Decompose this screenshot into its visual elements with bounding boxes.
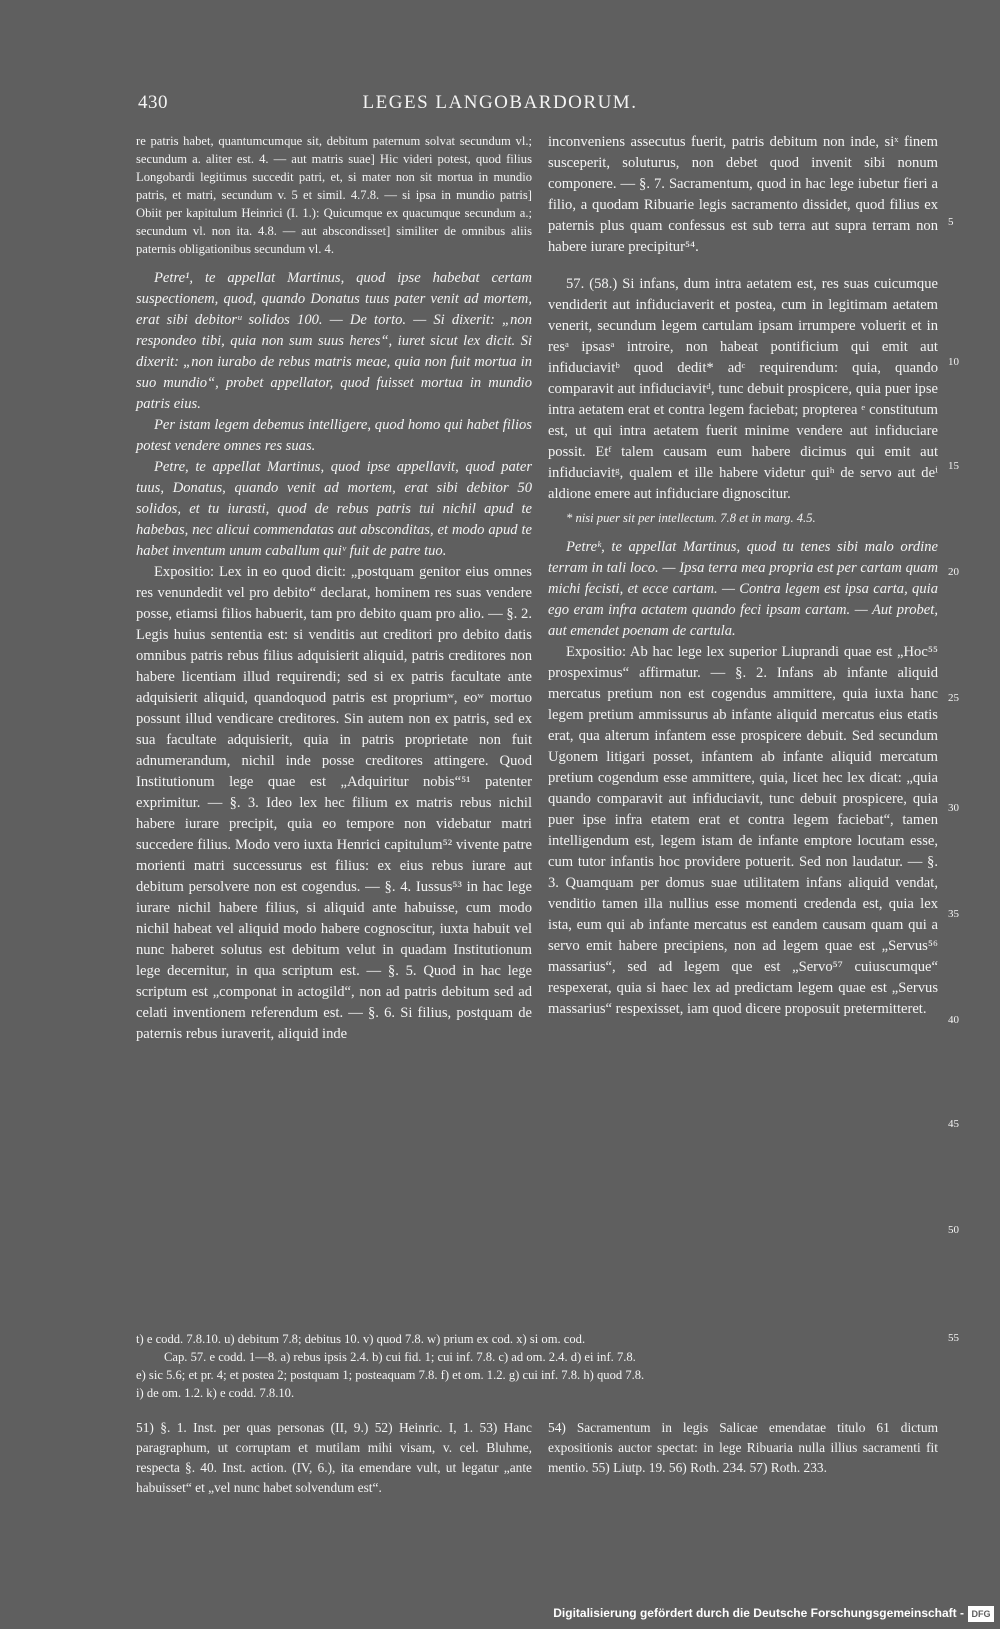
line-number-25: 25 [948,692,959,704]
line-number-10: 10 [948,356,959,368]
page-header [0,92,1000,122]
right-expositio: Expositio: Ab hac lege lex superior Liuprandi quae est „Hoc⁵⁵ prospeximus“ affirmatur. — §. 2. Infans ab infante aliquid mercatus pretium non est cogendus ammittere, quia iuxta hanc legem pretium ammissurus ab infante aliquid mercatus eius etatis erat, qua alterum infantem esse prospicere debuit. Sed secundum Ugonem litigari posset, infantem ab infante aliquid mercatum pretium cogendum esse ammittere, quia, licet hec lex dicat: „quia quando comparavit aut infiduciavit, tunc debuit prospicere, quia puer ipse infra etatem erat et contra legem faciebat“, tamen intelligendum est, legem istam de infante emptore locutam esse, cum tutor infantis hoc providere potuerit. Sed non laudatur. — §. 3. Quamquam per domus suae utilitatem infans aliquid vendat, venditio tamen illa nullius esse momenti credenda est, quia lex ista, eum qui ab infante mercatus est eandem causam quam qui a servo emit habere precipiens, non ad legem quae est „Servus⁵⁶ massarius“, sed ad legem que est „Servo⁵⁷ cuiuscumque“ respexerat, quia si haec lex ad predictam legem quae est „Servus massarius“ respexisset, iam quod dicere proposuit pretermitteret. [548,644,938,1017]
footnotes-54-57: 54) Sacramentum in legis Salicae emendatae titulo 61 dictum expositionis auctor spectat: in lege Ribuaria nulla illius sacramenti fit mentio. 55) Liutp. 19. 56) Roth. 234. 57) Roth. 233. [548,1420,938,1475]
right-formula: Petreᵏ, te appellat Martinus, quod tu tenes sibi malo ordine terram in tali loco. — Ipsa terra mea propria est per cartam quam michi fecisti, et ecce cartam. — Contra legem est ipsa carta, quia ego eram infra actatem quando feci ipsam cartam. — Aut probet, aut emendet poenam de cartula. [548,539,938,639]
right-marginal-note: * nisi puer sit per intellectum. 7.8 et in marg. 4.5. [566,511,816,525]
numbered-footnotes-right [548,1418,938,1478]
line-number-50: 50 [948,1224,959,1236]
apparatus-line-1: t) e codd. 7.8.10. u) debitum 7.8; debitus 10. v) quod 7.8. w) prium ex cod. x) si om. cod. [136,1332,586,1346]
dfg-logo-icon: DFG [968,1606,994,1622]
line-number-35: 35 [948,908,959,920]
line-number-30: 30 [948,802,959,814]
line-number-20: 20 [948,566,959,578]
right-law-57: 57. (58.) Si infans, dum intra aetatem est, res suas cuicumque vendiderit aut infiduciaverit et postea, cum in legitimam aetatem venerit, secundum legem cartulam ipsam irrumpere voluerit et in resᵃ ipsasᵃ introire, non habeat pontificium qui emit aut infiduciavitᵇ quod dedit* adᶜ requirendum: quia, quando comparavit aut infiduciavitᵈ, tunc debuit prospicere, quia puer ipse intra aetatem erat et contra legem faciebat; propterea ᵉ constitutum est, ut qui intra aetatem fuerit minime vendere aut infiduciare possit. Etᶠ talem causam eum habere dicimus qui emit aut infiduciavitᵍ, qualem et ille habere videtur quiʰ de servo aut deⁱ aldione emere aut infiduciare dignoscitur. [548,276,938,502]
left-formula-2: Per istam legem debemus intelligere, quod homo qui habet filios potest vendere omnes res suas. [136,417,532,454]
line-number-45: 45 [948,1118,959,1130]
footnotes-51-53: 51) §. 1. Inst. per quas personas (II, 9.) 52) Heinric. I, 1. 53) Hanc paragraphum, ut corruptam et mutilam mihi visam, v. cel. Bluhme, respecta §. 40. Inst. action. (IV, 6.), ita emendare vult, ut legatur „ante habuisset“ et „vel nunc habet solvendum est“. [136,1420,532,1495]
left-notes: re patris habet, quantumcumque sit, debitum paternum solvat secundum vl.; secundum a. aliter est. 4. — aut matris suae] Hic videri potest, quod filius Longobardi legitimus succedit patri, et, si mater non sit mortua in mundio patris, et matri, secundum v. 5 et simil. 4.7.8. — si ipsa in mundio patris] Obiit per kapitulum Heinrici (I. 1.): Quicumque ex quacumque secundum a.; secundum vl. non ita. 4.8. — aut abscondisset] similiter de omnibus aliis paternis obligationibus secundum vl. 4. [136,134,532,256]
apparatus-line-4: i) de om. 1.2. k) e codd. 7.8.10. [136,1386,295,1400]
funding-credit: Digitalisierung gefördert durch die Deutsche Forschungsgemeinschaft - [553,1606,964,1620]
running-title: LEGES LANGOBARDORUM. [362,92,638,113]
left-formula-3: Petre, te appellat Martinus, quod ipse appellavit, quod pater tuus, Donatus, quando venit ad mortem, erat sibi debitor 50 solidos, et tu iurasti, quod de rebus patris tui nichil apud te habebas, nec alicui commendatas aut absconditas, et modo apud te habet inventum unum caballum quiᵛ fuit de patre tuo. [136,459,532,559]
right-column [548,132,938,1020]
line-number-5: 5 [948,216,954,228]
left-formula-1: Petre¹, te appellat Martinus, quod ipse habebat certam suspectionem, quod, quando Donatus tuus pater venit ad mortem, erat sibi debitorᵘ solidos 100. — De torto. — Si dixerit: „non respondeo tibi, quia non sum suus heres“, iuret sicut lex dicit. Si dixerit: „non iurabo de rebus matris meae, quia non fuit mortua in suo mundio“, probet appellator, quod fuisset mortua in mundio patris eius. [136,270,532,412]
right-continuation: inconveniens assecutus fuerit, patris debitum non inde, siˣ finem susceperit, soluturus, non debet quod invenit sibi nonum componere. — §. 7. Sacramentum, quod in hac lege iubetur fieri a filio, a quodam Ribuarie legis sacramento dissidet, quod filius ex paternis plus quam confessus est sub terra aut supra terram non habere iurare precipitur⁵⁴. [548,134,938,255]
left-expositio: Expositio: Lex in eo quod dicit: „postquam genitor eius omnes res venundedit vel pro debito“ declarat, hominem res suas vendere posse, etiamsi filios habuerit, tam pro debito quam pro alio. — §. 2. Legis huius sententia est: si venditis aut creditori pro debito datis omnibus patris rebus filius adquisierit aliquid, patris creditores non habere licentiam illud requirendi; sed si ex patris facultate ante adquisierit aliquid, quandoquod patris est propriumʷ, eoʷ mortuo possunt illud vendicare creditores. Sin autem non ex patris, sed ex sua facultate adquisierit, quia in patris proprietate non fuit adnumerandum, nichil inde posse creditores attingere. Quod Institutionum lege quae est „Adquiritur nobis“⁵¹ patenter exprimitur. — §. 3. Ideo lex hec filium ex matris rebus nichil habere iurare precipit, quia eo tempore non videbatur matri succedere filius. Modo vero iuxta Henrici capitulum⁵² vivente patre morienti matri successurus est filius: ex eius rebus iurare aut debitum persolvere non est cogendus. — §. 4. Iussus⁵³ in hac lege iurare nichil habere filius, si aliquid ante habuisse, cum modo nichil habeat vel aliquid modo habere cognoscitur, iuxta habuit vel nunc haberet solutus est debitum velut in quadam Institutionum lege decernitur, in qua scriptum est. — §. 5. Quod in hac lege scriptum est „componat in actogild“, non ad patris debitum sed ad celati inventionem referendum est. — §. 6. Si filius, postquam de paternis rebus iuraverit, aliquid inde [136,564,532,1042]
page-number: 430 [138,92,168,113]
apparatus-line-3: e) sic 5.6; et pr. 4; et postea 2; postquam 1; posteaquam 7.8. f) et om. 1.2. g) cui inf. 7.8. h) quod 7.8. [136,1368,645,1382]
line-number-55: 55 [948,1332,959,1344]
line-number-15: 15 [948,460,959,472]
apparatus-line-2: Cap. 57. e codd. 1—8. a) rebus ipsis 2.4. b) cui fid. 1; cui inf. 7.8. c) ad om. 2.4. d) ei inf. 7.8. [164,1350,636,1364]
left-column [136,132,532,1045]
apparatus-footnotes [136,1330,938,1402]
digitization-footer [0,1593,1000,1629]
line-number-40: 40 [948,1014,959,1026]
numbered-footnotes-left [136,1418,532,1498]
